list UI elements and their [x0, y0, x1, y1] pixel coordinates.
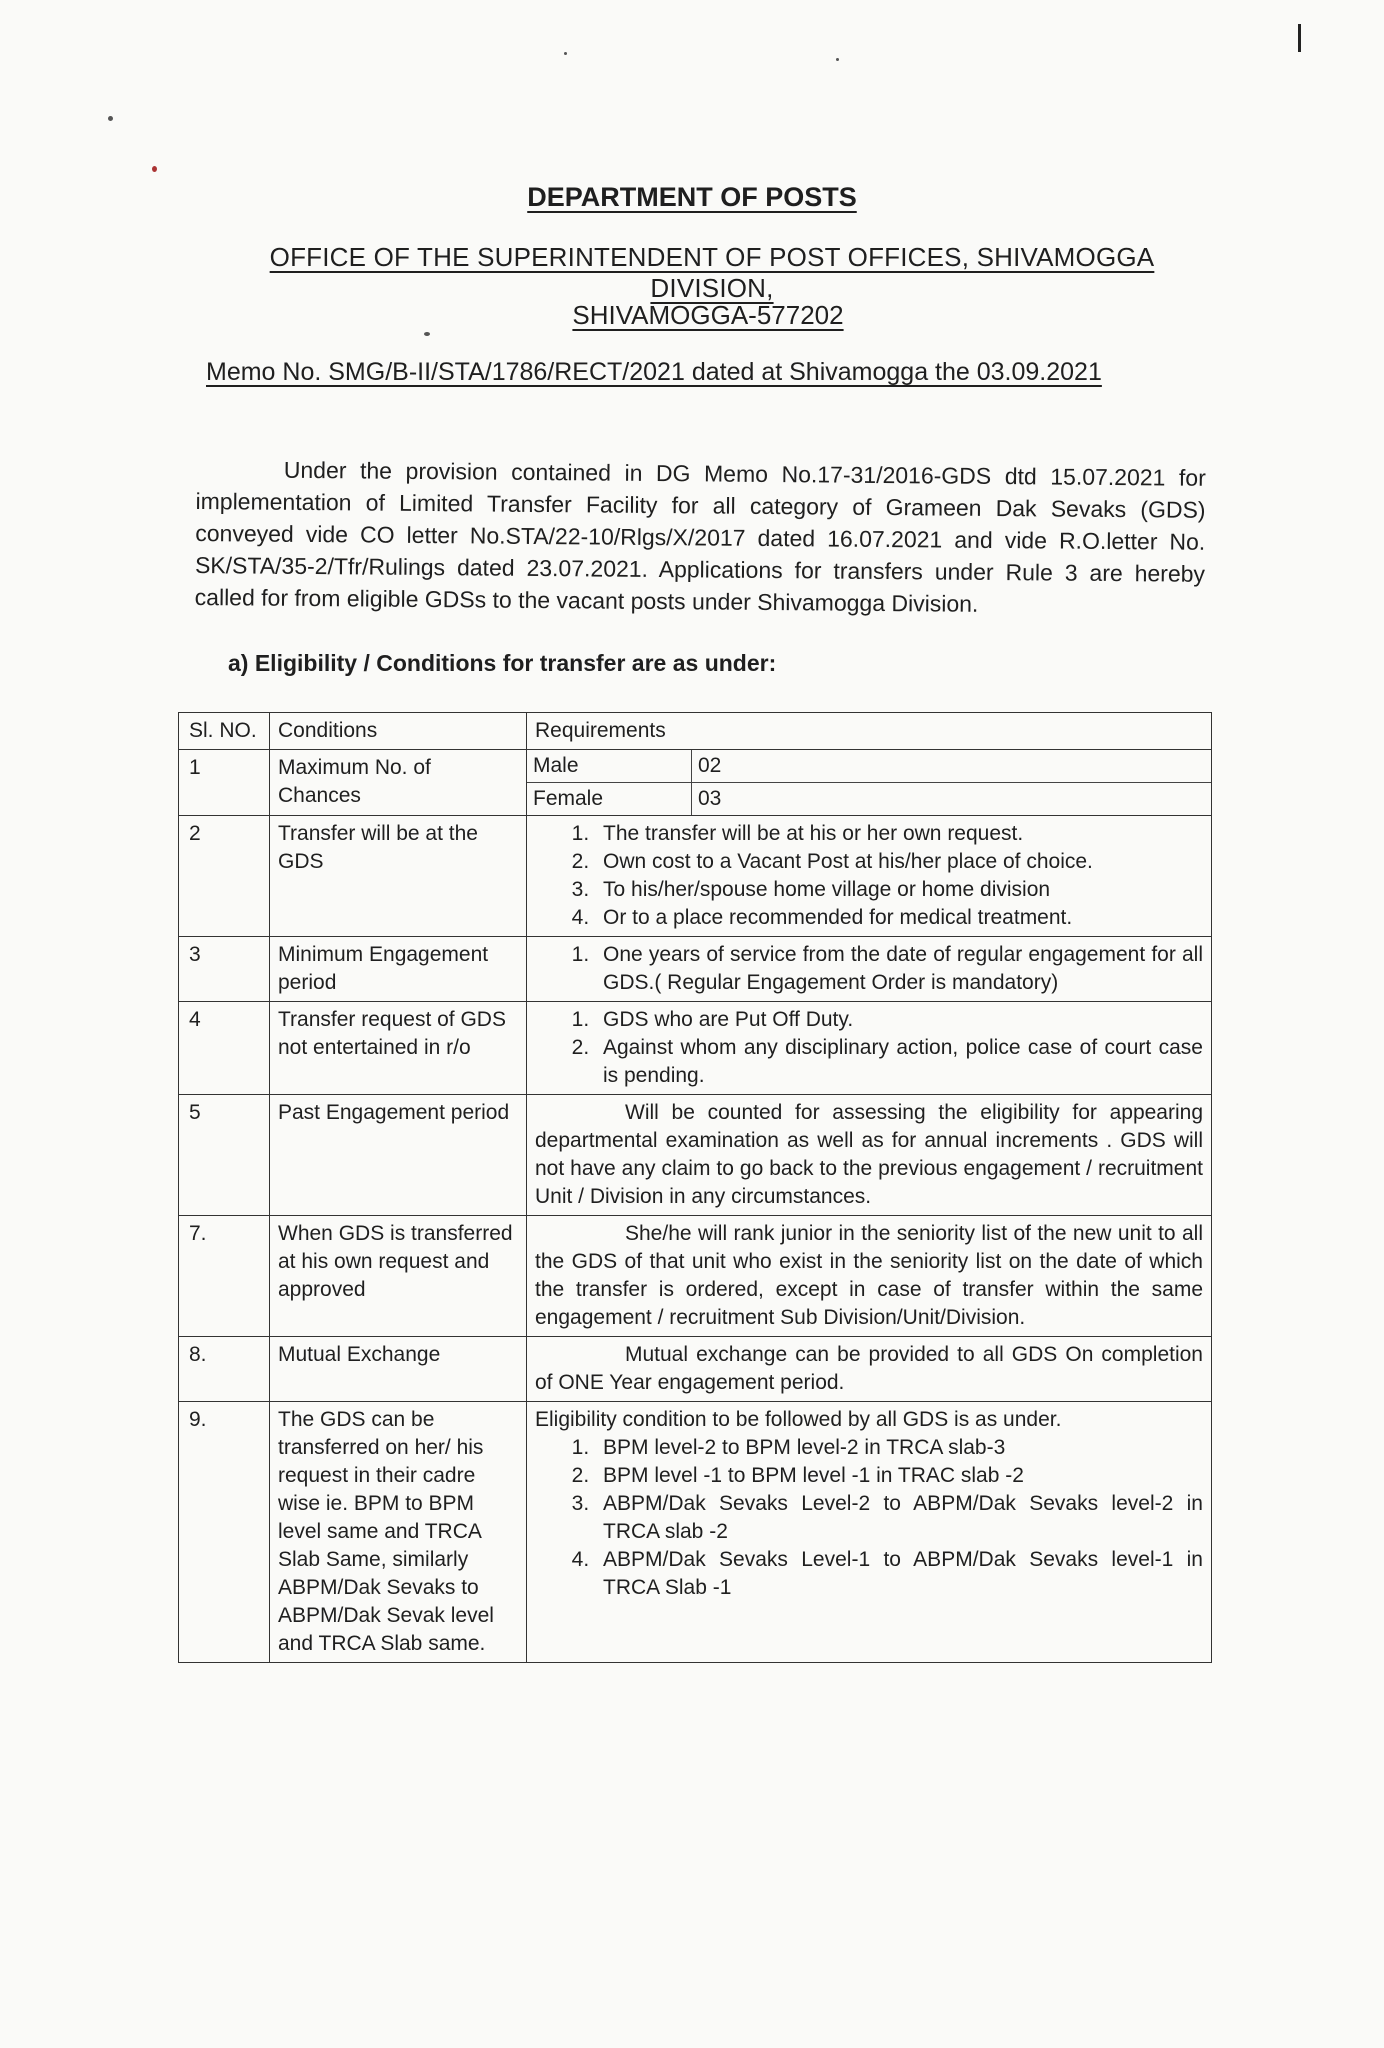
- conditions-table: [178, 712, 1212, 1663]
- row-requirement: She/he will rank junior in the seniority list of the new unit to all the GDS of that unit who exist in the seniority list on the date of which the transfer is ordered, except in case of transfer within the same engagement / recruitment Sub Division/Unit/Division.: [527, 1216, 1212, 1337]
- row-sl: 5: [179, 1095, 270, 1216]
- table-row: [179, 1402, 1212, 1663]
- department-title: DEPARTMENT OF POSTS: [527, 182, 857, 212]
- list-item: 3. To his/her/spouse home village or home division: [595, 876, 1203, 904]
- requirement-list: [535, 820, 1203, 932]
- table-row: [179, 937, 1212, 1002]
- row-condition: Maximum No. of Chances: [270, 750, 527, 816]
- requirement-list: [535, 1006, 1203, 1090]
- male-value: 02: [692, 750, 1211, 783]
- row-sl: 1: [179, 750, 270, 816]
- table-header-row: [179, 713, 1212, 750]
- scan-mark: [1298, 24, 1301, 52]
- header-requirements: Requirements: [527, 713, 1212, 750]
- intro-paragraph: Under the provision contained in DG Memo No.17-31/2016-GDS dtd 15.07.2021 for implementation of Limited Transfer Facility for all category of Grameen Dak Sevaks (GDS) conveyed vide CO letter No.STA/22-10/Rlgs/X/2017 dated 16.07.2021 and vide R.O.letter No. SK/STA/35-2/Tfr/Rulings dated 23.07.2021. Applications for transfers under Rule 3 are hereby called for from eligible GDSs to the vacant posts under Shivamogga Division.: [194, 456, 1206, 617]
- row-requirement: Will be counted for assessing the eligibility for appearing departmental examination as well as for annual increments . GDS will not have any claim to go back to the previous engagement / recruitment Unit / Division in any circumstances.: [527, 1095, 1212, 1216]
- list-item: 2. Against whom any disciplinary action, police case of court case is pending.: [595, 1034, 1203, 1090]
- chances-grid: [527, 750, 1211, 815]
- row-requirement: [527, 1402, 1212, 1663]
- row-requirement: [527, 937, 1212, 1002]
- row-condition: Past Engagement period: [270, 1095, 527, 1216]
- row-requirement: [527, 1002, 1212, 1095]
- row-condition: When GDS is transferred at his own request and approved: [270, 1216, 527, 1337]
- row-condition: Transfer request of GDS not entertained in r/o: [270, 1002, 527, 1095]
- office-title: OFFICE OF THE SUPERINTENDENT OF POST OFFICES, SHIVAMOGGA DIVISION,: [269, 242, 1155, 303]
- row-sl: 7.: [179, 1216, 270, 1337]
- row-sl: 3: [179, 937, 270, 1002]
- list-item: 1. GDS who are Put Off Duty.: [595, 1006, 1203, 1034]
- requirement-list: [535, 1434, 1203, 1602]
- header-conditions: Conditions: [270, 713, 527, 750]
- section-heading: a) Eligibility / Conditions for transfer are as under:: [228, 650, 777, 676]
- row-sl: 8.: [179, 1337, 270, 1402]
- table-row: [179, 1216, 1212, 1337]
- header-sl-no: Sl. NO.: [179, 713, 270, 750]
- row-requirement: Mutual exchange can be provided to all GDS On completion of ONE Year engagement period.: [527, 1337, 1212, 1402]
- list-item: 1. One years of service from the date of regular engagement for all GDS.( Regular Engagement Order is mandatory): [595, 941, 1203, 997]
- requirement-lead: Eligibility condition to be followed by all GDS is as under.: [535, 1408, 1062, 1431]
- scan-speck: [424, 332, 430, 336]
- table-row: [179, 1337, 1212, 1402]
- row-sl: 2: [179, 816, 270, 937]
- row-condition: Minimum Engagement period: [270, 937, 527, 1002]
- row-requirement: [527, 750, 1212, 816]
- office-city: SHIVAMOGGA-577202: [572, 300, 844, 330]
- list-item: 4. Or to a place recommended for medical treatment.: [595, 904, 1203, 932]
- scan-speck: [152, 166, 157, 172]
- female-value: 03: [698, 787, 722, 810]
- list-item: 4. ABPM/Dak Sevaks Level-1 to ABPM/Dak Sevaks level-1 in TRCA Slab -1: [595, 1546, 1203, 1602]
- list-item: 1. The transfer will be at his or her own request.: [595, 820, 1203, 848]
- table-row: [179, 1002, 1212, 1095]
- list-item: 2. BPM level -1 to BPM level -1 in TRAC slab -2: [595, 1462, 1203, 1490]
- memo-number: Memo No. SMG/B-II/STA/1786/RECT/2021 dated at Shivamogga the 03.09.2021: [206, 358, 1102, 386]
- row-condition: Mutual Exchange: [270, 1337, 527, 1402]
- row-requirement: [527, 816, 1212, 937]
- row-condition: Transfer will be at the GDS: [270, 816, 527, 937]
- list-item: 2. Own cost to a Vacant Post at his/her place of choice.: [595, 848, 1203, 876]
- scan-speck: [836, 58, 839, 61]
- list-item: 1. BPM level-2 to BPM level-2 in TRCA slab-3: [595, 1434, 1203, 1462]
- table-row: [179, 750, 1212, 816]
- female-label: Female: [527, 783, 692, 815]
- scan-speck: [108, 116, 113, 121]
- male-label: Male: [527, 750, 692, 783]
- list-item: 3. ABPM/Dak Sevaks Level-2 to ABPM/Dak Sevaks level-2 in TRCA slab -2: [595, 1490, 1203, 1546]
- requirement-list: [535, 941, 1203, 997]
- scan-speck: [564, 52, 567, 55]
- table-row: [179, 816, 1212, 937]
- table-row: [179, 1095, 1212, 1216]
- row-condition: The GDS can be transferred on her/ his request in their cadre wise ie. BPM to BPM level same and TRCA Slab Same, similarly ABPM/Dak Sevaks to ABPM/Dak Sevak level and TRCA Slab same.: [270, 1402, 527, 1663]
- row-sl: 9.: [179, 1402, 270, 1663]
- row-sl: 4: [179, 1002, 270, 1095]
